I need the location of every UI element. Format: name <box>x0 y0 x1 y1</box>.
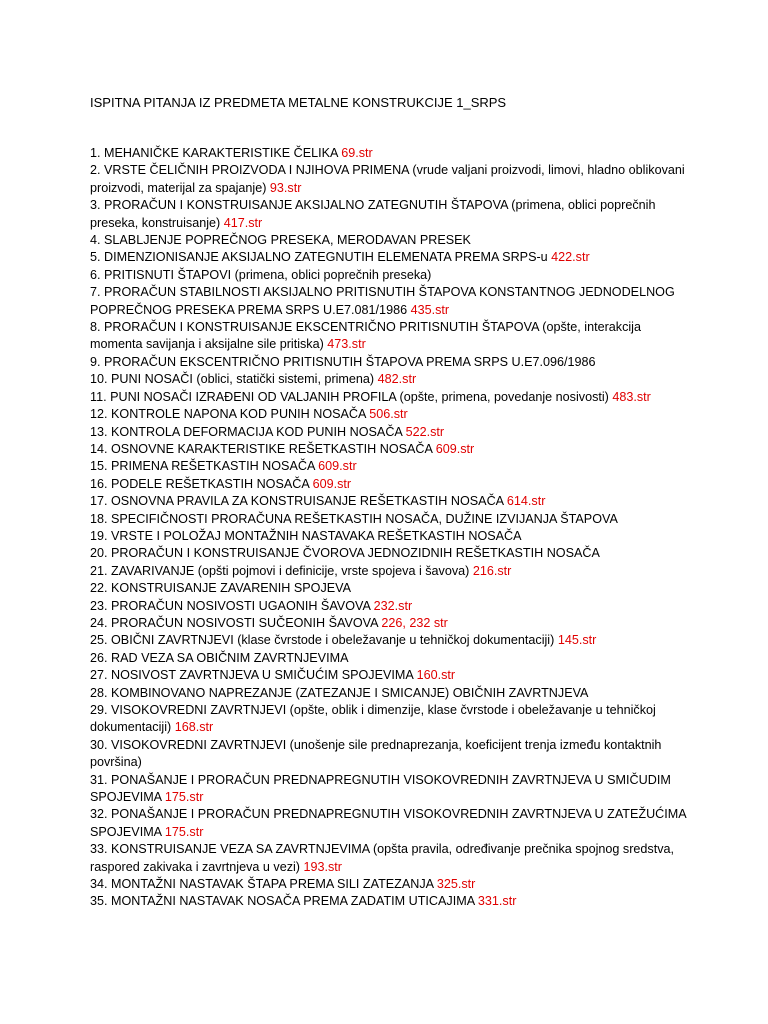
document-title: ISPITNA PITANJA IZ PREDMETA METALNE KONSTRUKCIJE 1_SRPS <box>90 95 507 110</box>
page-reference: 609.str <box>318 459 357 474</box>
question-item <box>90 841 690 876</box>
page-reference: 609.str <box>435 441 475 456</box>
question-text: 30. VISOKOVREDNI ZAVRTNJEVI (unošenje sile prednaprezanja, koeficijent trenja između kontaktnih površina) <box>90 737 662 770</box>
question-text: 17. OSNOVNA PRAVILA ZA KONSTRUISANJE REŠETKASTIH NOSAČA <box>90 494 507 509</box>
question-text: 21. ZAVARIVANJE (opšti pojmovi i definicije, vrste spojeva i šavova) <box>90 563 473 578</box>
question-item <box>90 493 690 510</box>
question-item <box>90 162 690 197</box>
question-item <box>90 371 690 388</box>
question-item <box>90 476 690 493</box>
question-text: 33. KONSTRUISANJE VEZA SA ZAVRTNJEVIMA (opšta pravila, određivanje prečnika spojnog sredstva, raspored zakivaka i zavrtnjeva u vezi) <box>90 842 674 874</box>
question-text: 10. PUNI NOSAČI (oblici, statički sistemi, primena) <box>90 372 378 387</box>
question-text: 29. VISOKOVREDNI ZAVRTNJEVI (opšte, oblik i dimenzije, klase čvrstode i obeležavanje u tehničkoj dokumentaciji) <box>90 703 656 735</box>
page-reference: 614.str <box>506 494 546 509</box>
question-text: 16. PODELE REŠETKASTIH NOSAČA <box>90 476 313 491</box>
question-item <box>90 441 690 458</box>
page-reference: 175.str <box>164 824 204 839</box>
page-reference: 69.str <box>341 146 373 160</box>
question-text: 28. KOMBINOVANO NAPREZANJE (ZATEZANJE I SMICANJE) OBIČNIH ZAVRTNJEVA <box>90 685 589 700</box>
question-item <box>90 145 690 162</box>
question-text: 13. KONTROLA DEFORMACIJA KOD PUNIH NOSAČA <box>90 424 406 439</box>
question-text: 18. SPECIFIČNOSTI PRORAČUNA REŠETKASTIH NOSAČA, DUŽINE IZVIJANJA ŠTAPOVA <box>90 511 618 526</box>
question-text: 3. PRORAČUN I KONSTRUISANJE AKSIJALNO ZATEGNUTIH ŠTAPOVA (primena, oblici poprečnih preseka, konstruisanje) <box>90 198 656 230</box>
question-item <box>90 772 690 807</box>
question-text: 2. VRSTE ČELIČNIH PROIZVODA I NJIHOVA PRIMENA (vrude valjani proizvodi, limovi, hladno oblikovani proizvodi, materijal za spajanje) <box>90 163 685 195</box>
question-text: 9. PRORAČUN EKSCENTRIČNO PRITISNUTIH ŠTAPOVA PREMA SRPS U.E7.096/1986 <box>90 354 596 369</box>
question-item <box>90 876 690 893</box>
question-item <box>90 650 690 667</box>
question-item <box>90 702 690 737</box>
question-item <box>90 667 690 684</box>
page-reference: 226, 232 str <box>381 615 448 630</box>
question-item <box>90 284 690 319</box>
page-reference: 93.str <box>269 180 302 195</box>
question-item <box>90 737 690 772</box>
question-text: 31. PONAŠANJE I PRORAČUN PREDNAPREGNUTIH VISOKOVREDNIH ZAVRTNJEVA U SMIČUDIM SPOJEVIMA <box>90 772 671 805</box>
question-item <box>90 406 690 423</box>
page-reference: 609.str <box>312 476 352 491</box>
question-item <box>90 685 690 702</box>
question-item <box>90 458 690 475</box>
page-reference: 168.str <box>174 720 214 735</box>
question-text: 27. NOSIVOST ZAVRTNJEVA U SMIČUĆIM SPOJEVIMA <box>90 668 417 683</box>
question-text: 7. PRORAČUN STABILNOSTI AKSIJALNO PRITISNUTIH ŠTAPOVA KONSTANTNOG JEDNODELNOG POPREČNOG PRESEKA PREMA SRPS U.E7.081/1986 <box>90 285 675 317</box>
question-item <box>90 389 690 406</box>
question-item <box>90 563 690 580</box>
question-item <box>90 545 690 562</box>
question-item <box>90 511 690 528</box>
page-reference: 483.str <box>612 389 651 404</box>
question-item <box>90 615 690 632</box>
question-item <box>90 249 690 266</box>
question-item <box>90 893 690 910</box>
question-text: 8. PRORAČUN I KONSTRUISANJE EKSCENTRIČNO PRITISNUTIH ŠTAPOVA (opšte, interakcija momenta savijanja i aksijalne sile pritiska) <box>90 320 641 352</box>
question-list <box>90 145 690 911</box>
question-item <box>90 580 690 597</box>
page-reference: 232.str <box>373 598 413 613</box>
page-reference: 482.str <box>377 372 417 387</box>
question-text: 19. VRSTE I POLOŽAJ MONTAŽNIH NASTAVAKA REŠETKASTIH NOSAČA <box>90 528 522 543</box>
question-text: 32. PONAŠANJE I PRORAČUN PREDNAPREGNUTIH VISOKOVREDNIH ZAVRTNJEVA U ZATEŽUĆIMA SPOJEVIMA <box>90 807 686 839</box>
question-text: 25. OBIČNI ZAVRTNJEVI (klase čvrstode i obeležavanje u tehničkoj dokumentaciji) <box>90 633 558 648</box>
question-item <box>90 319 690 354</box>
page-reference: 216.str <box>472 563 512 578</box>
page-reference: 435.str <box>410 302 450 317</box>
page-reference: 325.str <box>436 877 476 892</box>
page-reference: 160.str <box>416 668 456 683</box>
question-item <box>90 632 690 649</box>
question-text: 24. PRORAČUN NOSIVOSTI SUČEONIH ŠAVOVA <box>90 615 382 630</box>
question-text: 20. PRORAČUN I KONSTRUISANJE ČVOROVA JEDNOZIDNIH REŠETKASTIH NOSAČA <box>90 546 600 561</box>
question-text: 5. DIMENZIONISANJE AKSIJALNO ZATEGNUTIH ELEMENATA PREMA SRPS-u <box>90 250 552 265</box>
question-item <box>90 197 690 232</box>
page-reference: 145.str <box>557 633 597 648</box>
question-text: 26. RAD VEZA SA OBIČNIM ZAVRTNJEVIMA <box>90 650 349 665</box>
question-text: 6. PRITISNUTI ŠTAPOVI (primena, oblici poprečnih preseka) <box>90 267 432 282</box>
question-text: 11. PUNI NOSAČI IZRAĐENI OD VALJANIH PROFILA (opšte, primena, povedanje nosivosti) <box>90 389 613 404</box>
page-reference: 506.str <box>369 407 408 422</box>
question-text: 12. KONTROLE NAPONA KOD PUNIH NOSAČA <box>90 407 370 422</box>
question-text: 35. MONTAŽNI NASTAVAK NOSAČA PREMA ZADATIM UTICAJIMA <box>90 894 478 909</box>
page-reference: 417.str <box>223 215 263 230</box>
page-reference: 522.str <box>405 424 445 439</box>
page-reference: 473.str <box>327 337 366 352</box>
question-item <box>90 806 690 841</box>
question-text: 1. MEHANIČKE KARAKTERISTIKE ČELIKA <box>90 146 342 160</box>
question-text: 34. MONTAŽNI NASTAVAK ŠTAPA PREMA SILI ZATEZANJA <box>90 877 437 892</box>
question-item <box>90 232 690 249</box>
question-text: 14. OSNOVNE KARAKTERISTIKE REŠETKASTIH NOSAČA <box>90 441 436 456</box>
page-reference: 175.str <box>164 790 204 805</box>
question-item <box>90 424 690 441</box>
question-text: 22. KONSTRUISANJE ZAVARENIH SPOJEVA <box>90 581 352 596</box>
question-item <box>90 354 690 371</box>
question-item <box>90 598 690 615</box>
page-reference: 193.str <box>303 859 343 874</box>
question-text: 4. SLABLJENJE POPREČNOG PRESEKA, MERODAVAN PRESEK <box>90 233 471 248</box>
question-text: 23. PRORAČUN NOSIVOSTI UGAONIH ŠAVOVA <box>90 598 374 613</box>
page-reference: 331.str <box>477 894 517 909</box>
question-item <box>90 267 690 284</box>
question-text: 15. PRIMENA REŠETKASTIH NOSAČA <box>90 459 319 474</box>
page-reference: 422.str <box>551 250 590 265</box>
question-item <box>90 528 690 545</box>
